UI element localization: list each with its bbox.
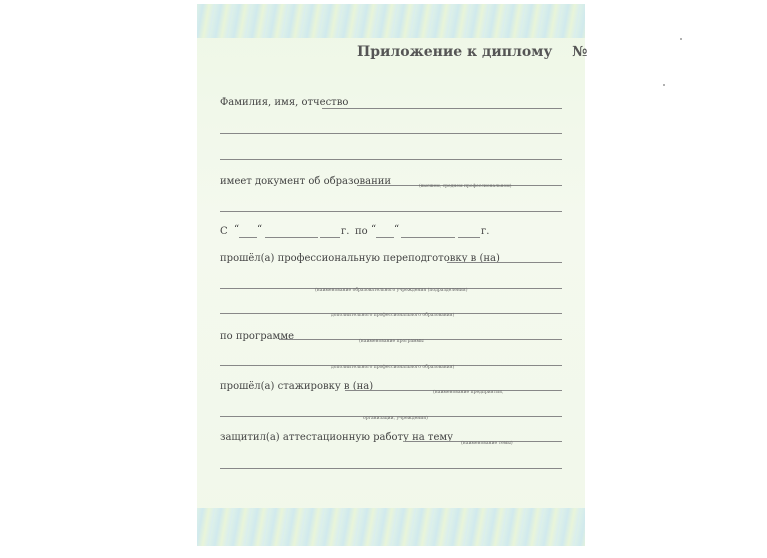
fio-line-3 <box>220 159 562 160</box>
topic-caption: (наименование темы) <box>461 441 513 446</box>
retraining-line <box>447 262 562 263</box>
date-from-open-quote: “ <box>234 224 240 235</box>
diploma-supplement-sheet <box>197 4 588 546</box>
program-label: по программе <box>220 331 295 342</box>
program-caption: (наименование программы <box>359 339 424 344</box>
date-from-close-quote: “ <box>257 224 263 235</box>
internship-label: прошёл(а) стажировку в (на) <box>220 381 374 392</box>
date-to-year-line <box>458 237 480 238</box>
date-to-month-line <box>401 237 455 238</box>
additional-education-caption-1: дополнительного профессионального образования) <box>331 313 455 318</box>
topic-line <box>220 468 562 469</box>
date-from-label: С <box>220 226 228 237</box>
fio-line-2 <box>220 133 562 134</box>
title-text: Приложение к диплому <box>357 44 553 60</box>
date-to-close-quote: “ <box>394 224 400 235</box>
thesis-label: защитил(а) аттестационную работу на тему <box>220 432 454 443</box>
date-from-day-line <box>239 237 257 238</box>
scan-speck <box>680 38 682 40</box>
date-to-open-quote: “ <box>371 224 377 235</box>
date-from-year-suffix: г. <box>341 226 350 237</box>
date-to-label: по <box>355 226 368 237</box>
education-line-2 <box>220 211 562 212</box>
top-decorative-band <box>197 4 585 38</box>
education-label: имеет документ об образовании <box>220 176 392 187</box>
number-sign: № <box>572 44 588 60</box>
education-caption: (высшем, среднем профессиональном) <box>419 184 512 189</box>
fio-line-1 <box>322 108 562 109</box>
enterprise-caption: (наименование предприятия, <box>433 390 504 395</box>
date-to-day-line <box>376 237 394 238</box>
institution-caption: (наименование образовательного учреждения (подразделения) <box>315 288 468 293</box>
scan-speck <box>663 84 665 86</box>
date-from-month-line <box>265 237 318 238</box>
additional-education-caption-2: дополнительного профессионального образования) <box>331 365 455 370</box>
date-from-year-line <box>320 237 340 238</box>
fio-label: Фамилия, имя, отчество <box>220 97 349 108</box>
retraining-label: прошёл(а) профессиональную переподготовку в (на) <box>220 253 500 264</box>
organization-caption: организации, учреждения) <box>363 416 428 421</box>
bottom-decorative-band <box>197 508 585 546</box>
document-title <box>357 44 587 60</box>
date-to-year-suffix: г. <box>481 226 490 237</box>
